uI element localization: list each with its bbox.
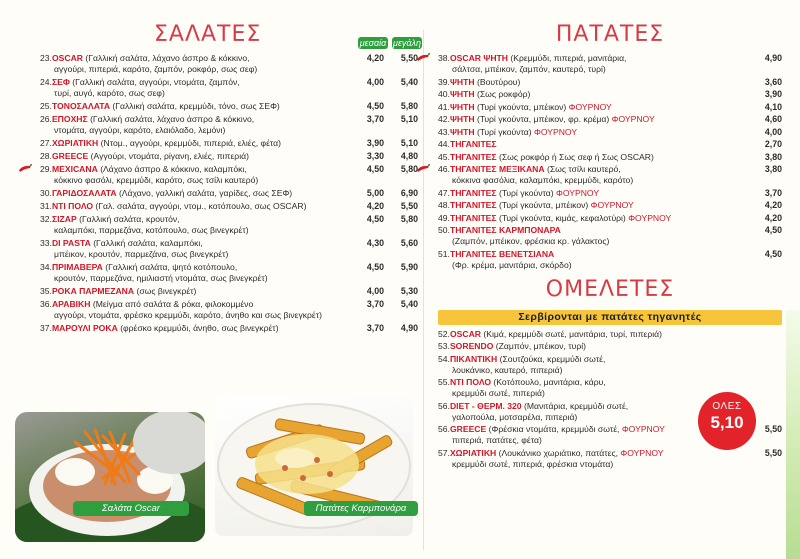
item-description-line2: κρουτόν, παρμεζάνα, ημιλιαστή ντομάτα, σως βινεγκρέτ) [54, 273, 268, 283]
price: 4,00 [764, 126, 782, 137]
price-large: 5,90 [400, 262, 418, 272]
menu-item [438, 200, 782, 211]
menu-item [40, 53, 418, 75]
item-prices [354, 323, 418, 334]
item-number: 45. [438, 151, 450, 162]
item-name: ΨΗΤΗ [449, 114, 475, 124]
item-prices [354, 77, 418, 88]
item-name: ΑΡΑΒΙΚΗ [51, 299, 91, 309]
item-number: 54. [438, 353, 450, 364]
price-medium: 4,30 [366, 238, 384, 248]
item-number: 50. [438, 225, 450, 235]
item-prices [354, 299, 418, 310]
menu-item [438, 448, 782, 470]
menu-item [40, 323, 418, 334]
item-description: (Κοτόπουλο, μανιτάρια, κάρυ, [493, 377, 606, 387]
price-large: 5,10 [400, 114, 418, 124]
price: 3,60 [764, 76, 782, 87]
price-large: 4,90 [400, 323, 418, 333]
price-medium: 3,70 [366, 299, 384, 309]
item-number: 55. [438, 377, 450, 387]
item-number: 37. [40, 323, 52, 333]
menu-item [438, 164, 782, 186]
menu-item [438, 213, 782, 224]
price-large: 5,80 [400, 164, 418, 174]
item-name: ΧΩΡΙΑΤΙΚΗ [51, 138, 99, 148]
item-oven-label: ΦΟΥΡΝΟΥ [611, 114, 655, 124]
menu-item [40, 101, 418, 112]
item-name: ΤΗΓΑΝΙΤΕΣ ΚΑΡΜΠΟΝΑΡΑ [449, 225, 561, 235]
item-description: (Γαλλική σαλάτα, λάχανο άσπρο & κόκκινο, [90, 114, 255, 124]
item-name: ΤΗΓΑΝΙΤΕΣ [449, 151, 497, 162]
item-number: 43. [438, 126, 450, 137]
item-name: ΤΟΝΟΣΑΛΑΤΑ [51, 101, 111, 111]
item-number: 40. [438, 89, 450, 99]
badge-price: 5,10 [710, 413, 744, 432]
item-prices [752, 225, 782, 236]
price-medium: 4,50 [366, 262, 384, 272]
item-description: (Ντομ., αγγούρι, κρεμμύδι, πιπεριά, ελιές, φέτα) [100, 138, 282, 148]
price-large: 5,50 [400, 201, 418, 211]
item-number: 33. [40, 238, 52, 248]
item-number: 25. [40, 101, 52, 111]
item-description-line2: τυρί, αυγό, καρότο, σως σεφ) [54, 88, 165, 98]
item-name: GREECE [51, 151, 89, 161]
item-prices [752, 249, 782, 260]
page-fold [423, 30, 424, 550]
menu-item [438, 354, 782, 376]
item-description: (Κρεμμύδι, πιπεριά, μανιτάρια, [510, 53, 627, 63]
menu-item [438, 152, 782, 163]
item-name: ΕΠΟΧΗΣ [51, 114, 88, 124]
menu-item [438, 225, 782, 247]
item-description: (Σως ροκφόρ ή Σως σεφ ή Σως OSCAR) [498, 151, 654, 162]
price-large: 5,60 [400, 238, 418, 248]
item-number: 26. [40, 114, 52, 124]
badge-label: ΟΛΕΣ [712, 401, 742, 412]
item-description: (Γαλλική σαλάτα, αγγούρι, ντομάτα, ζαμπόν, [72, 77, 240, 87]
item-name: ΝΤΙ ΠΟΛΟ [449, 377, 492, 387]
item-number: 53. [438, 341, 450, 351]
item-number: 38. [438, 53, 450, 63]
item-description-line2: αγγούρι, πιπεριά, καρότο, ζαμπόν, ροκφόρ, σως σεφ) [54, 64, 258, 74]
price-medium: 4,50 [366, 101, 384, 111]
item-prices [354, 214, 418, 225]
price: 4,10 [764, 101, 782, 112]
item-description-line2: ντομάτα, αγγούρι, καρότο, ελαιόλαδο, λεμόνι) [54, 125, 226, 135]
item-prices [752, 200, 782, 211]
menu-item [438, 77, 782, 88]
item-name: DIET - ΘΕΡΜ. 320 [449, 400, 522, 411]
menu-item [40, 151, 418, 162]
item-description: (Τυρί γκούντα, μπέικον, φρ. κρέμα) [476, 114, 610, 124]
item-name: OSCAR [449, 328, 481, 339]
item-name: ΨΗΤΗ [449, 101, 475, 112]
item-prices [752, 89, 782, 100]
item-number: 32. [40, 214, 52, 224]
item-description-line2: γαλοπούλα, μοτσαρέλα, πιπεριά) [452, 411, 578, 422]
menu-item [40, 138, 418, 149]
item-oven-label: ΦΟΥΡΝΟΥ [620, 447, 664, 458]
item-number: 36. [40, 299, 52, 309]
price: 4,90 [764, 53, 782, 63]
item-description-line2: κρεμμύδι σωτέ, πιπεριά) [452, 388, 545, 398]
item-prices [752, 448, 782, 459]
item-description-line2: σάλτσα, μπέικον, ζαμπόν, καυτερό, τυρί) [452, 64, 606, 74]
item-description-line2: μπέικον, κρουτόν, παρμεζάνα, σως βινεγκρέτ) [54, 249, 229, 259]
item-number: 49. [438, 212, 450, 223]
item-description-line2: κρεμμύδι σωτέ, πιπεριά, φρέσκια ντομάτα) [452, 458, 614, 469]
price-medium: 3,70 [366, 114, 384, 124]
item-number: 56. [438, 424, 450, 434]
item-prices [354, 262, 418, 273]
price-medium: 4,50 [366, 214, 384, 224]
item-prices [752, 127, 782, 138]
item-description-line2: λουκάνικο, καυτερό, πιπεριά) [452, 364, 563, 375]
price-medium: 4,20 [366, 201, 384, 211]
item-number: 57. [438, 447, 450, 458]
item-description-line2: (Ζαμπόν, μπέικον, φρέσκια κρ. γάλακτος) [452, 236, 610, 246]
salads-section [40, 22, 421, 336]
item-description: (Αγγούρι, ντομάτα, ρίγανη, ελιές, πιπεριά) [90, 151, 249, 161]
item-description: (Μανιτάρια, κρεμμύδι σωτέ, [523, 400, 629, 411]
price-large: 6,90 [400, 188, 418, 198]
item-number: 41. [438, 101, 450, 112]
item-prices [752, 152, 782, 163]
item-number: 39. [438, 76, 450, 87]
menu-item [40, 214, 418, 236]
item-prices [752, 114, 782, 125]
menu-item [40, 238, 418, 260]
item-oven-label: ΦΟΥΡΝΟΥ [590, 200, 634, 210]
price: 4,20 [764, 212, 782, 223]
price-medium: 4,50 [366, 164, 384, 174]
price: 4,20 [764, 200, 782, 210]
item-number: 30. [40, 188, 52, 198]
decorative-green-stripe [786, 310, 800, 559]
item-prices [752, 164, 782, 175]
item-description: (Τυρί γκούντα) [476, 126, 532, 137]
item-prices [752, 424, 782, 435]
item-name: OSCAR [51, 53, 83, 63]
item-name: ΓΑΡΙΔΟΣΑΛΑΤΑ [51, 188, 117, 198]
item-description: (Σουτζούκα, κρεμμύδι σωτέ, [499, 353, 606, 364]
item-oven-label: ΦΟΥΡΝΟΥ [568, 101, 612, 112]
item-description: (Γαλλική σαλάτα, κρουτόν, [79, 214, 180, 224]
omelettes-banner: Σερβίρονται με πατάτες τηγανητές [438, 310, 782, 325]
item-oven-label: ΦΟΥΡΝΟΥ [628, 212, 672, 223]
menu-item [40, 201, 418, 212]
price: 4,50 [764, 225, 782, 235]
menu-item [438, 127, 782, 138]
item-name: ΜΑΡΟΥΛΙ ΡΟΚΑ [51, 323, 118, 333]
menu-item [438, 89, 782, 100]
price: 3,70 [764, 187, 782, 198]
price-medium: 4,00 [366, 286, 384, 296]
item-oven-label: ΦΟΥΡΝΟΥ [555, 187, 600, 198]
menu-item [40, 299, 418, 321]
item-description: (Μείγμα από σαλάτα & ρόκα, φιλοκομμένο [92, 299, 254, 309]
item-name: ΠΡΙΜΑΒΕΡΑ [51, 262, 103, 272]
item-description: (Γαλλική σαλάτα, κρεμμύδι, τόνο, σως ΣΕΦ) [112, 101, 280, 111]
menu-item [438, 139, 782, 150]
item-description: (Γαλλική σαλάτα, ψητό κοτόπουλο, [105, 262, 238, 272]
menu-item [438, 249, 782, 271]
item-description: (Ζαμπόν, μπέικον, τυρί) [495, 341, 587, 351]
menu-item [40, 164, 418, 186]
item-description-line2: πιπεριά, πατάτες, φέτα) [452, 435, 542, 445]
item-prices [354, 114, 418, 125]
item-description: (φρέσκο κρεμμύδι, άνηθο, σως βινεγκρέτ) [120, 323, 279, 333]
price: 3,90 [764, 89, 782, 99]
price-large: 5,40 [400, 77, 418, 87]
price: 4,50 [764, 248, 782, 259]
item-number: 35. [40, 286, 52, 296]
item-prices [354, 201, 418, 212]
item-number: 29. [40, 164, 52, 174]
item-name: ΤΗΓΑΝΙΤΕΣ [449, 200, 497, 210]
item-name: GREECE [449, 424, 487, 434]
price-large: 5,80 [400, 101, 418, 111]
price-medium: 4,20 [366, 53, 384, 63]
price: 3,80 [764, 164, 782, 174]
item-number: 44. [438, 139, 450, 149]
price-medium: 3,90 [366, 138, 384, 148]
salad-photo-caption: Σαλάτα Oscar [73, 501, 189, 516]
menu-item [438, 102, 782, 113]
item-prices [752, 53, 782, 64]
hot-pepper-icon [18, 164, 32, 173]
item-name: OSCAR ΨΗΤΗ [449, 53, 508, 63]
item-number: 52. [438, 328, 450, 339]
item-description-line2: (Φρ. κρέμα, μανιτάρια, σκόρδο) [452, 259, 572, 270]
price: 2,70 [764, 139, 782, 149]
item-prices [354, 53, 418, 64]
item-description: (Σως τσίλι καυτερό, [547, 164, 621, 174]
item-number: 46. [438, 164, 450, 174]
price-medium: 3,30 [366, 151, 384, 161]
item-prices [354, 101, 418, 112]
menu-item [438, 53, 782, 75]
item-prices [354, 138, 418, 149]
item-name: ΨΗΤΗ [449, 89, 475, 99]
item-description: (Κιμά, κρεμμύδι σωτέ, μανιτάρια, τυρί, πιπεριά) [483, 328, 662, 339]
size-medium-label: μεσαία [359, 38, 387, 48]
item-number: 31. [40, 201, 52, 211]
price-large: 4,80 [400, 151, 418, 161]
price-medium: 3,70 [366, 323, 384, 333]
item-description: (σως βινεγκρέτ) [136, 286, 197, 296]
item-number: 23. [40, 53, 52, 63]
item-name: ΤΗΓΑΝΙΤΕΣ [449, 212, 497, 223]
item-description-line2: καλαμπόκι, παρμεζάνα, κοτόπουλο, σως βινεγκρέτ) [54, 225, 249, 235]
item-name: ΨΗΤΗ [449, 126, 475, 137]
price-medium: 4,00 [366, 77, 384, 87]
item-description: (Τυρί γκούντα) [498, 187, 554, 198]
item-oven-label: ΦΟΥΡΝΟΥ [533, 126, 578, 137]
item-prices [752, 213, 782, 224]
hot-pepper-icon [416, 164, 430, 173]
item-description: (Φρέσκια ντομάτα, κρεμμύδι σωτέ, [488, 424, 620, 434]
item-name: ΤΗΓΑΝΙΤΕΣ [449, 139, 497, 149]
item-name: ΡΟΚΑ ΠΑΡΜΕΖΑΝΑ [51, 286, 135, 296]
item-description-line2: αγγούρι, ντομάτα, φρέσκο κρεμμύδι, καρότο, άνηθο και σως βινεγκρέτ) [54, 310, 323, 320]
item-number: 34. [40, 262, 52, 272]
item-number: 47. [438, 187, 450, 198]
all-price-badge [698, 392, 756, 450]
menu-item [40, 262, 418, 284]
item-prices [354, 238, 418, 249]
item-prices [354, 286, 418, 297]
price-medium: 5,00 [366, 188, 384, 198]
menu-item [438, 188, 782, 199]
item-name: ΠΙΚΑΝΤΙΚΗ [449, 353, 498, 364]
item-name: ΝΤΙ ΠΟΛΟ [51, 201, 94, 211]
salad-photo-illustration [15, 412, 205, 542]
item-number: 48. [438, 200, 450, 210]
price-large: 5,40 [400, 299, 418, 309]
item-description: (Τυρί γκούντα, μπέικον) [498, 200, 589, 210]
item-name: ΨΗΤΗ [449, 76, 475, 87]
item-description-line2: κόκκινο φασόλι, κρεμμύδι, καρότο, σως τσίλι καυτερό) [54, 175, 259, 185]
item-description-line2: κόκκινα φασόλια, καλαμπόκι, κρεμμύδι, καρότο) [452, 175, 634, 185]
potato-list [438, 53, 782, 271]
price-large: 5,80 [400, 214, 418, 224]
item-prices [752, 139, 782, 150]
item-name: ΤΗΓΑΝΙΤΕΣ [449, 187, 497, 198]
item-number: 56. [438, 400, 450, 411]
menu-item [40, 286, 418, 297]
salad-oscar-photo [15, 412, 205, 542]
item-name: ΣΙΖΑΡ [51, 214, 77, 224]
price: 5,50 [764, 424, 782, 434]
item-prices [752, 102, 782, 113]
item-prices [354, 164, 418, 175]
item-name: ΣΕΦ [51, 77, 70, 87]
price: 5,50 [764, 447, 782, 458]
item-description: (Λουκάνικο χωριάτικο, πατάτες, [498, 447, 619, 458]
potatoes-title: ΠΑΤΑΤΕΣ [555, 22, 665, 47]
menu-item [40, 77, 418, 99]
item-name: ΤΗΓΑΝΙΤΕΣ ΒΕΝΕΤΣΙΑΝΑ [449, 248, 555, 259]
item-prices [354, 188, 418, 199]
item-description: (Γαλ. σαλάτα, αγγούρι, ντομ., κοτόπουλο, σως OSCAR) [95, 201, 307, 211]
menu-item [438, 329, 782, 340]
item-oven-label: ΦΟΥΡΝΟΥ [621, 424, 665, 434]
menu-item [40, 188, 418, 199]
item-name: ΤΗΓΑΝΙΤΕΣ ΜΕΞΙΚΑΝΑ [449, 164, 545, 174]
size-large-label: μεγάλη [393, 38, 421, 48]
item-description: (Βουτύρου) [476, 76, 521, 87]
item-name: ΧΩΡΙΑΤΙΚΗ [449, 447, 497, 458]
salad-list [40, 53, 418, 334]
potatoes-photo-caption: Πατάτες Καρμπονάρα [304, 501, 418, 516]
item-prices [354, 151, 418, 162]
omelettes-title: ΟΜΕΛΕΤΕΣ [545, 276, 675, 302]
price-large: 5,30 [400, 286, 418, 296]
salads-title: ΣΑΛΑΤΕΣ [154, 22, 262, 47]
item-number: 51. [438, 248, 450, 259]
item-description: (Τυρί γκούντα, μπέικον) [476, 101, 567, 112]
price-large: 5,50 [400, 53, 418, 63]
item-name: DI PASTA [51, 238, 91, 248]
item-number: 27. [40, 138, 52, 148]
item-description: (Λάχανο άσπρο & κόκκινο, καλαμπόκι, [100, 164, 247, 174]
item-description: (Γαλλική σαλάτα, καλαμπόκι, [93, 238, 203, 248]
item-description: (Λάχανο, γαλλική σαλάτα, γαρίδες, σως ΣΕΦ) [118, 188, 293, 198]
item-description: (Τυρί γκούντα, κιμάς, κεφαλοτύρι) [498, 212, 626, 223]
item-name: SORENDO [449, 341, 494, 351]
item-description: (Σως ροκφόρ) [476, 89, 531, 99]
item-number: 42. [438, 114, 450, 124]
item-number: 28. [40, 151, 52, 161]
item-prices [752, 188, 782, 199]
menu-item [438, 341, 782, 352]
price: 3,80 [764, 151, 782, 162]
item-name: MEXICANA [51, 164, 98, 174]
menu-item [40, 114, 418, 136]
price: 4,60 [764, 114, 782, 124]
hot-pepper-icon [416, 53, 430, 62]
price-large: 5,10 [400, 138, 418, 148]
item-prices [752, 77, 782, 88]
item-number: 24. [40, 77, 52, 87]
item-description: (Γαλλική σαλάτα, λάχανο άσπρο & κόκκινο, [85, 53, 250, 63]
menu-item [438, 114, 782, 125]
